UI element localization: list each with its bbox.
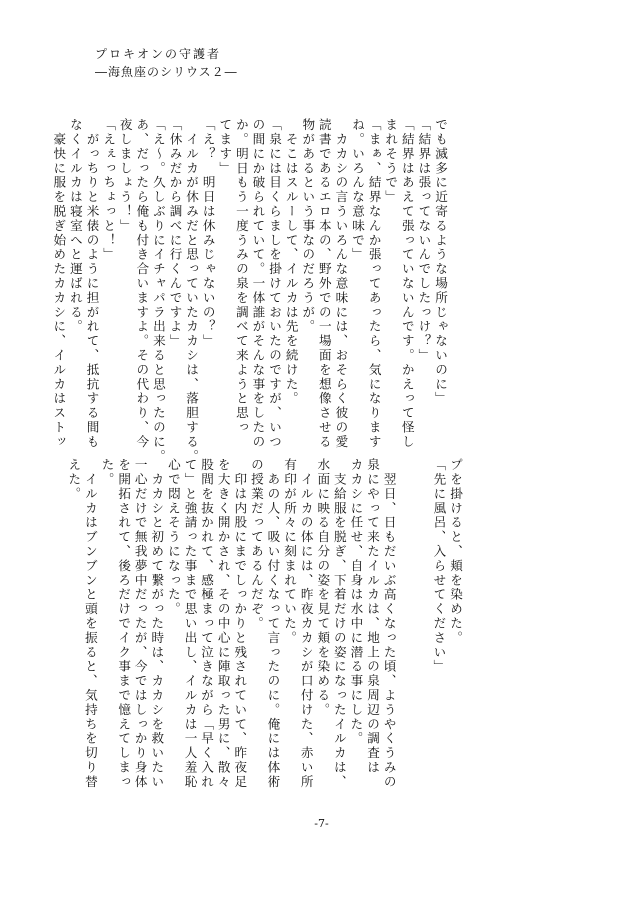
text-line: 翌日、日もだいぶ高くなった頃、ようやくうみの (381, 458, 397, 790)
text-line: まれそうで」 (383, 118, 399, 205)
text-line: 豪快に服を脱ぎ始めたカカシに、イルカはストッ (51, 118, 67, 450)
text-line: た。 (99, 458, 115, 487)
text-line: なくイルカは寝室へと運ばれる。 (67, 118, 83, 334)
text-line: でも滅多に近寄るような場所じゃないのに」 (433, 118, 448, 406)
text-line: 心で悶えそうになった。 (165, 458, 181, 617)
text-line: カカシに任せ、自身は水中に潜る事にした。 (348, 458, 364, 746)
text-line: 「まぁ、結界なんか張ってあったら、気になります (366, 118, 382, 450)
text-line: 一心だけで無我夢中だったが、今ではしっかり身体 (132, 458, 148, 790)
text-line: イルカはブンブンと頭を振ると、気持ちを切り替 (82, 458, 98, 790)
text-line: カカシの言ういろんな意味には、おそらく彼の愛 (333, 118, 349, 450)
text-line: 「え？ 明日は休みじゃないの？」 (200, 118, 216, 349)
text-line: えた。 (66, 458, 82, 502)
text-line: を開拓されて、後ろだけでイク事まで憶えてしまっ (116, 458, 132, 790)
text-line: 泉にやって来たイルカは、地上の泉周辺の調査は (365, 458, 381, 775)
text-line: 夜しましょう！」 (117, 118, 133, 234)
text-line: て」と強請った事まで思い出し、イルカは一人羞恥 (182, 458, 198, 790)
text-line: あの人、吸い付くなって言ったのに。俺には体術 (265, 458, 281, 790)
text-line: 読書であるエロ本の、野外での一場面を想像させる (316, 118, 332, 450)
text-line: 「先に風呂、入らせてください」 (431, 458, 447, 674)
text-line: カカシと初めて繋がった時は、カカシを救いたい (149, 458, 165, 790)
text-line: 「休みだから調べに行くんですよ」 (167, 118, 183, 349)
page-number: -7- (314, 817, 329, 830)
text-line: 「えぇっちょっと！」 (101, 118, 117, 262)
book-title: プロキオンの守護者 (95, 47, 222, 61)
text-line: 支給服を脱ぎ、下着だけの姿になったイルカは、 (331, 458, 347, 790)
text-line: の授業だってあるんだぞ。 (248, 458, 264, 631)
text-line: あ、だったら俺も付き合いますよ。その代わり、今 (134, 118, 150, 450)
text-line: てます」 (217, 118, 233, 176)
text-line: 水面に映る自分の姿を見て頬を染める。 (315, 458, 331, 718)
body-text-bottom (65, 458, 463, 790)
text-line: 印は内股にまでしっかりと残されていて、昨夜足 (232, 458, 248, 790)
text-line (413, 458, 430, 780)
text-line: 有印が所々に刻まれていた。 (282, 458, 298, 646)
text-line: イルカの体には、昨夜カカシが口付けた、赤い所 (298, 458, 314, 790)
text-line (397, 458, 414, 780)
body-text-top (50, 118, 448, 464)
text-line: か。明日もう一度うみの泉を調べて来ようと思っ (233, 118, 249, 435)
text-line: 「結界は張ってないんでしたっけ？」 (416, 118, 432, 363)
text-line: イルカが休みだと思っていたカカシは、落胆する。 (184, 118, 200, 464)
text-line: がっちりと米俵のように担がれて、抵抗する間も (84, 118, 100, 450)
text-line: プを掛けると、頬を染めた。 (448, 458, 463, 646)
text-line: 物があるという事なのだろうが。 (300, 118, 316, 334)
text-line: ね。いろんな意味で」 (350, 118, 366, 262)
text-line: 「え〜。久しぶりにイチャパラ出来ると思ったのに。 (150, 118, 166, 464)
text-line: 股間を抜かれて、感極まって泣きながら「早く入れ (199, 458, 215, 790)
book-subtitle: ―海魚座のシリウス２― (95, 65, 238, 79)
text-line: を大きく開かされ、その中心に陣取った男に、散々 (215, 458, 231, 790)
text-line: 「泉には目くらましを掛けておいたのですが、いつ (267, 118, 283, 450)
text-line: そこはスルーして、イルカは先を続けた。 (283, 118, 299, 406)
running-header (95, 45, 238, 81)
text-line: の間にか破られていて。一体誰がそんな事をしたの (250, 118, 266, 450)
text-line: 「結界はあえて張っていないんです。かえって怪し (399, 118, 415, 450)
